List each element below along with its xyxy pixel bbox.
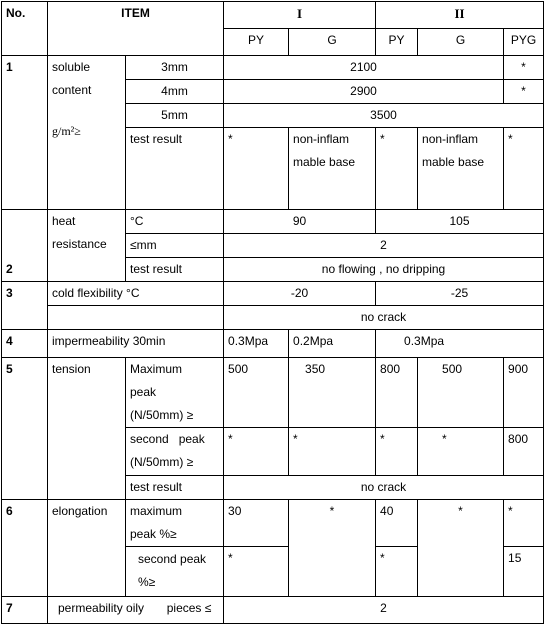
row-3-no: 3 bbox=[2, 282, 48, 330]
row-1-4mm-value: 2900 bbox=[224, 80, 504, 104]
header-group-2: II bbox=[376, 2, 544, 29]
header-no: No. bbox=[2, 2, 48, 56]
spec-table bbox=[1, 1, 544, 624]
row-2-test-label: test result bbox=[126, 258, 224, 282]
row-1-3mm: 3mm bbox=[126, 56, 224, 80]
row-5-max-g-1: 350 bbox=[289, 358, 376, 428]
row-2-mm-label: ≤mm bbox=[126, 234, 224, 258]
row-6-no: 6 bbox=[2, 500, 48, 597]
row-5-no: 5 bbox=[2, 358, 48, 500]
row-1-3mm-pyg: * bbox=[504, 56, 544, 80]
row-3-group-2: -25 bbox=[376, 282, 544, 306]
row-6-max-line1: maximum bbox=[130, 504, 183, 518]
row-5-max-line1: Maximum bbox=[130, 362, 183, 376]
row-5-second-py-1: * bbox=[224, 428, 289, 476]
row-1-test-g-1-line1: non-inflam bbox=[293, 132, 350, 146]
row-6-second-py-1: * bbox=[224, 547, 289, 597]
row-2-temp-group-1: 90 bbox=[224, 210, 376, 234]
header-py-2: PY bbox=[376, 29, 418, 56]
header-pyg: PYG bbox=[504, 29, 544, 56]
row-4-g-1: 0.2Mpa bbox=[289, 330, 376, 358]
row-6-second-line1: second peak bbox=[138, 552, 207, 566]
row-2-no: 2 bbox=[2, 210, 48, 282]
row-5-max-line2: peak bbox=[130, 385, 157, 399]
header-group-1: I bbox=[224, 2, 376, 29]
row-6-second-pyg: 15 bbox=[504, 547, 544, 597]
row-5-second-pyg: 800 bbox=[504, 428, 544, 476]
header-item: ITEM bbox=[48, 2, 224, 56]
row-5-second-label bbox=[126, 428, 224, 476]
row-5-second-line1: second peak bbox=[130, 432, 205, 446]
row-1-no: 1 bbox=[2, 56, 48, 210]
row-7-label-cell bbox=[48, 597, 224, 624]
row-3-result: no crack bbox=[224, 306, 544, 330]
row-1-test-g-2 bbox=[418, 128, 504, 210]
row-2-label-line1: heat bbox=[52, 214, 76, 228]
row-5-second-line2: (N/50mm) ≥ bbox=[130, 455, 194, 469]
row-1-test-label: test result bbox=[126, 128, 224, 210]
header-py-1: PY bbox=[224, 29, 289, 56]
row-6-second-line2: %≥ bbox=[138, 575, 156, 589]
row-1-label bbox=[48, 56, 126, 210]
row-7-no: 7 bbox=[2, 597, 48, 624]
row-6-second-label bbox=[126, 547, 224, 597]
row-1-test-g-1 bbox=[289, 128, 376, 210]
row-1-label-line3: g/m²≥ bbox=[52, 124, 81, 138]
header-g-2: G bbox=[418, 29, 504, 56]
row-6-second-py-2: * bbox=[376, 547, 418, 597]
row-2-temp-group-2: 105 bbox=[376, 210, 544, 234]
row-3-label-blank bbox=[48, 306, 224, 330]
row-2-temp-label: °C bbox=[126, 210, 224, 234]
row-4-no: 4 bbox=[2, 330, 48, 358]
row-1-test-g-1-line2: mable base bbox=[293, 155, 356, 169]
row-1-5mm-value: 3500 bbox=[224, 104, 544, 128]
row-1-4mm: 4mm bbox=[126, 80, 224, 104]
row-5-test-label: test result bbox=[126, 476, 224, 500]
row-7-label: permeability oily bbox=[58, 601, 145, 615]
row-5-max-label bbox=[126, 358, 224, 428]
row-1-test-py-2: * bbox=[376, 128, 418, 210]
row-1-test-py-1: * bbox=[224, 128, 289, 210]
row-1-5mm: 5mm bbox=[126, 104, 224, 128]
row-7-pieces: pieces ≤ bbox=[166, 601, 212, 615]
row-7-value: 2 bbox=[224, 597, 544, 624]
row-2-test-value: no flowing , no dripping bbox=[224, 258, 544, 282]
row-6-max-line2: peak %≥ bbox=[130, 527, 177, 541]
row-1-label-line1: soluble bbox=[52, 60, 91, 74]
row-5-max-py-1: 500 bbox=[224, 358, 289, 428]
row-5-max-pyg: 900 bbox=[504, 358, 544, 428]
row-1-label-line2: content bbox=[52, 83, 92, 97]
row-1-test-g-2-line1: non-inflam bbox=[422, 132, 479, 146]
row-3-group-1: -20 bbox=[224, 282, 376, 306]
row-6-max-pyg: * bbox=[504, 500, 544, 547]
row-6-g-1: * bbox=[289, 500, 376, 597]
row-6-max-py-2: 40 bbox=[376, 500, 418, 547]
row-5-max-line3: (N/50mm) ≥ bbox=[130, 408, 194, 422]
row-5-second-py-2: * bbox=[376, 428, 418, 476]
row-6-label: elongation bbox=[48, 500, 126, 597]
row-5-max-g-2: 500 bbox=[418, 358, 504, 428]
row-4-group-2: 0.3Mpa bbox=[376, 330, 544, 358]
row-5-label: tension bbox=[48, 358, 126, 500]
row-2-label-line2: resistance bbox=[52, 237, 107, 251]
header-g-1: G bbox=[289, 29, 376, 56]
row-4-label: impermeability 30min bbox=[48, 330, 224, 358]
row-1-test-pyg: * bbox=[504, 128, 544, 210]
row-1-3mm-value: 2100 bbox=[224, 56, 504, 80]
row-2-label bbox=[48, 210, 126, 282]
row-4-py-1: 0.3Mpa bbox=[224, 330, 289, 358]
row-2-mm-value: 2 bbox=[224, 234, 544, 258]
row-1-4mm-pyg: * bbox=[504, 80, 544, 104]
row-6-max-label bbox=[126, 500, 224, 547]
row-5-max-py-2: 800 bbox=[376, 358, 418, 428]
row-5-test-value: no crack bbox=[224, 476, 544, 500]
row-5-second-g-1: * bbox=[289, 428, 376, 476]
row-1-test-g-2-line2: mable base bbox=[422, 155, 485, 169]
row-6-max-py-1: 30 bbox=[224, 500, 289, 547]
row-3-label: cold flexibility °C bbox=[48, 282, 224, 306]
row-5-second-g-2: * bbox=[418, 428, 504, 476]
row-6-g-2: * bbox=[418, 500, 504, 597]
